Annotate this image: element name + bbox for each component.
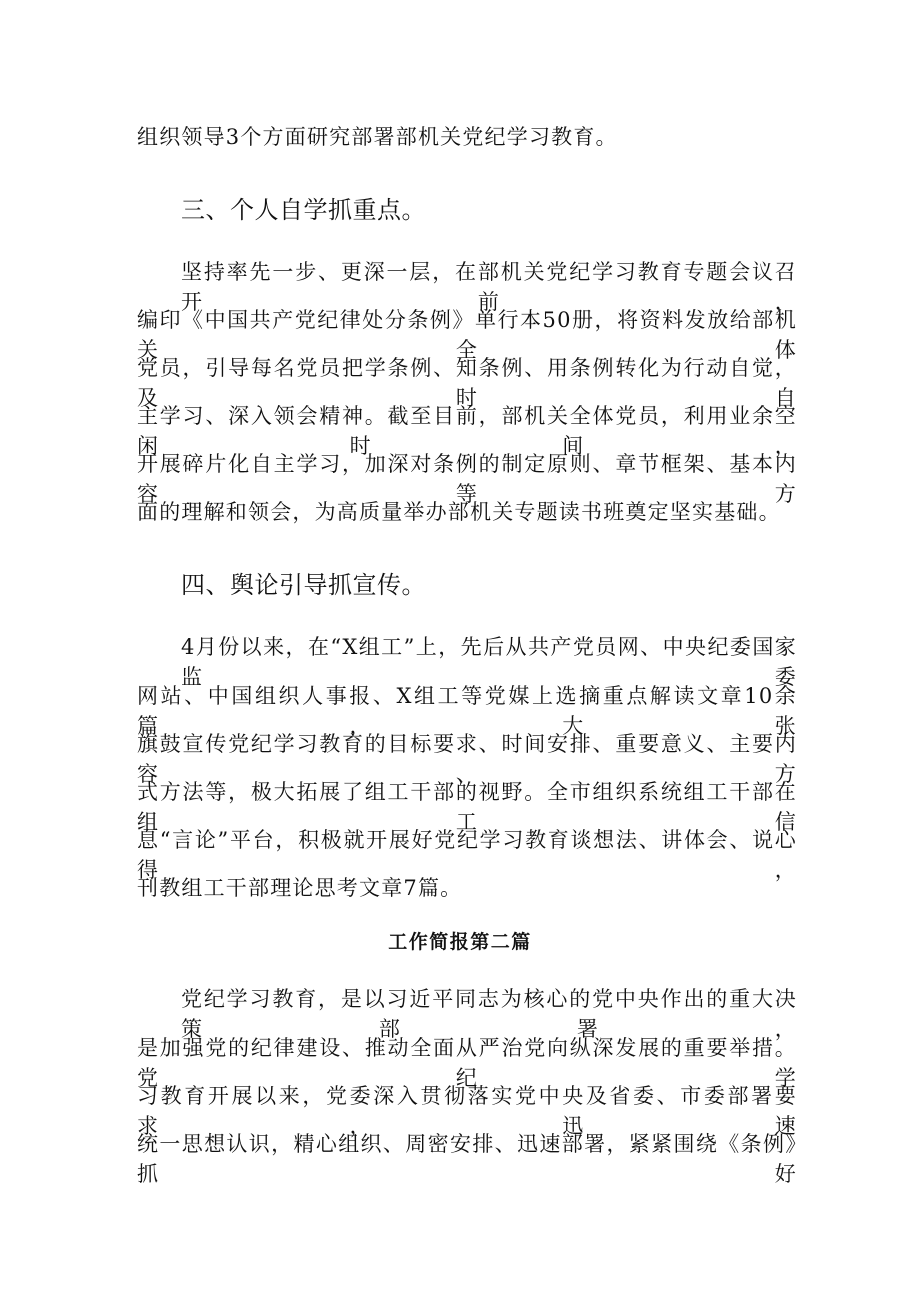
paragraph-line: 主学习、深入领会精神。截至目前，部机关全体党员，利用业余空闲时间， [137, 404, 797, 458]
paragraph-line: 统一思想认识，精心组织、周密安排、迅速部署，紧紧围绕《条例》抓好 [137, 1132, 797, 1186]
paragraph-line: 编印《中国共产党纪律处分条例》单行本50册，将资料发放给部机关全体 [137, 308, 797, 362]
paragraph-line: 式方法等，极大拓展了组工干部的视野。全市组织系统组工干部在组工信 [137, 780, 797, 834]
paragraph-line: 面的理解和领会，为高质量举办部机关专题读书班奠定坚实基础。 [137, 500, 781, 524]
paragraph-line: 刊教组工干部理论思考文章7篇。 [137, 876, 463, 900]
section-heading-4: 四、舆论引导抓宣传。 [181, 571, 426, 599]
paragraph-line: 习教育开展以来，党委深入贯彻落实党中央及省委、市委部署要求，迅速 [137, 1084, 797, 1138]
section-heading-3: 三、个人自学抓重点。 [181, 196, 426, 224]
paragraph-line: 旗鼓宣传党纪学习教育的目标要求、时间安排、重要意义、主要内容、方 [137, 732, 797, 786]
paragraph-line: 坚持率先一步、更深一层，在部机关党纪学习教育专题会议召开前， [181, 260, 797, 314]
paragraph-line: 息“言论”平台，积极就开展好党纪学习教育谈想法、讲体会、说心得， [137, 828, 797, 882]
paragraph-line: 网站、中国组织人事报、X组工等党媒上选摘重点解读文章10余篇，大张 [137, 684, 797, 738]
paragraph-line: 组织领导3个方面研究部署部机关党纪学习教育。 [137, 125, 618, 149]
paragraph-line: 4月份以来，在“X组工”上，先后从共产党员网、中央纪委国家监委 [181, 635, 797, 689]
paragraph-line: 党纪学习教育，是以习近平同志为核心的党中央作出的重大决策部署， [181, 987, 797, 1041]
paragraph-line: 党员，引导每名党员把学条例、知条例、用条例转化为行动自觉，及时自 [137, 356, 797, 410]
part-title: 工作简报第二篇 [388, 931, 532, 953]
paragraph-line: 开展碎片化自主学习，加深对条例的制定原则、章节框架、基本内容等方 [137, 452, 797, 506]
paragraph-line: 是加强党的纪律建设、推动全面从严治党向纵深发展的重要举措。党纪学 [137, 1036, 797, 1090]
